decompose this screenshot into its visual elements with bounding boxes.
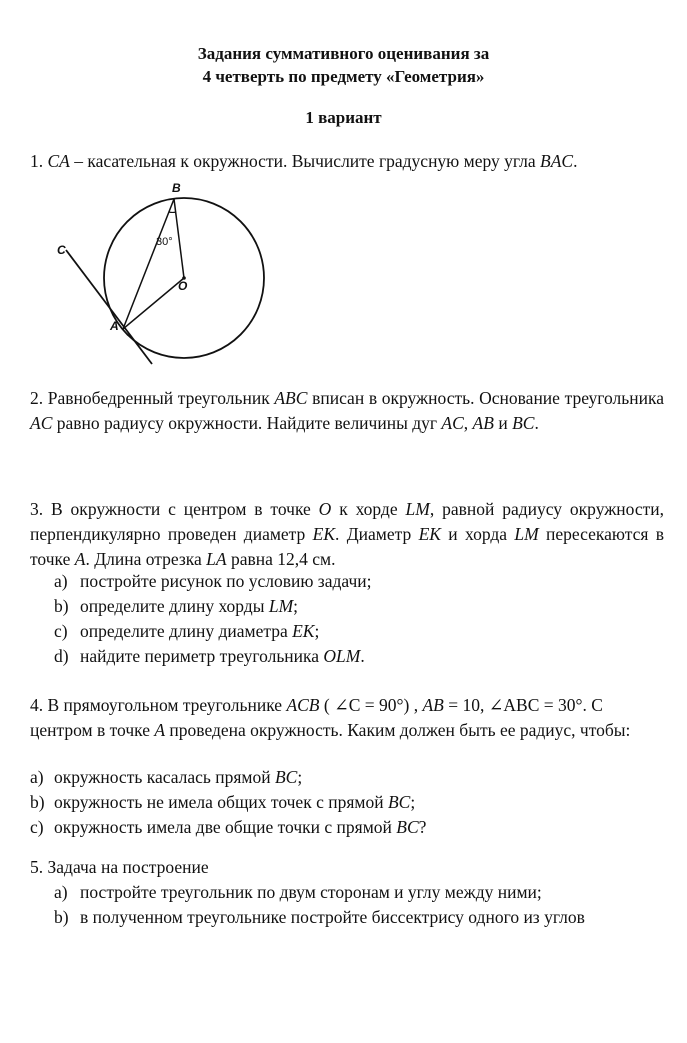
list-item: b) в полученном треугольнике постройте биссектрису одного из углов <box>54 907 585 927</box>
task-5 <box>30 855 664 930</box>
list-item: b) окружность не имела общих точек с прямой BC; <box>30 792 416 812</box>
task-1-angle: BAC <box>540 151 574 171</box>
title-line-1: Задания суммативного оценивания за <box>197 44 490 63</box>
list-item: c) окружность имела две общие точки с прямой BC? <box>30 817 427 837</box>
list-item: a) окружность касалась прямой BC; <box>30 767 303 787</box>
list-item: c) определите длину диаметра EK; <box>54 621 320 641</box>
label-c: C <box>57 243 66 257</box>
list-item: b) определите длину хорды LM; <box>54 596 299 616</box>
task-1-subject: CA <box>47 151 70 171</box>
list-item: a) постройте треугольник по двум сторонам и углу между ними; <box>54 882 542 902</box>
task-1-number: 1. <box>30 151 44 171</box>
task-4-items <box>30 765 664 840</box>
list-item: a) постройте рисунок по условию задачи; <box>54 571 372 591</box>
task-3-items <box>30 569 687 669</box>
tangent-circle-figure <box>50 178 280 378</box>
variant-label: 1 вариант <box>305 108 382 127</box>
list-item: d) найдите периметр треугольника OLM. <box>54 646 365 666</box>
angle-label: 30° <box>156 236 173 248</box>
label-o: O <box>178 279 188 293</box>
title-line-2: 4 четверть по предмету «Геометрия» <box>202 67 485 86</box>
task-5-title: 5. Задача на построение <box>30 857 209 877</box>
task-1: 1. CA – касательная к окружности. Вычислите градусную меру угла BAC. <box>30 151 578 171</box>
radius-oa <box>123 278 184 329</box>
task-4: 4. В прямоугольном треугольнике ACB ( ∠C = 90°) , AB = 10, ∠ABC = 30°. С центром в точке A проведена окружность. Каким должен быть ее радиус, чтобы: <box>30 695 631 740</box>
task-3: 3. В окружности с центром в точке O к хорде LM, равной радиусу окружности, перпендикулярно проведен диаметр EK. Диаметр EK и хорда LM пересекаются в точке A. Длина отрезка LA равна 12,4 см. <box>30 499 665 569</box>
label-b: B <box>172 181 181 195</box>
radius-ob <box>174 199 184 278</box>
task-2: 2. Равнобедренный треугольник ABC вписан в окружность. Основание треугольника AC равно радиусу окружности. Найдите величины дуг AC, AB и BC. <box>30 388 664 433</box>
tangent-line <box>66 250 152 364</box>
task-1-text: – касательная к окружности. Вычислите градусную меру угла <box>69 151 541 171</box>
label-a: A <box>110 319 119 333</box>
